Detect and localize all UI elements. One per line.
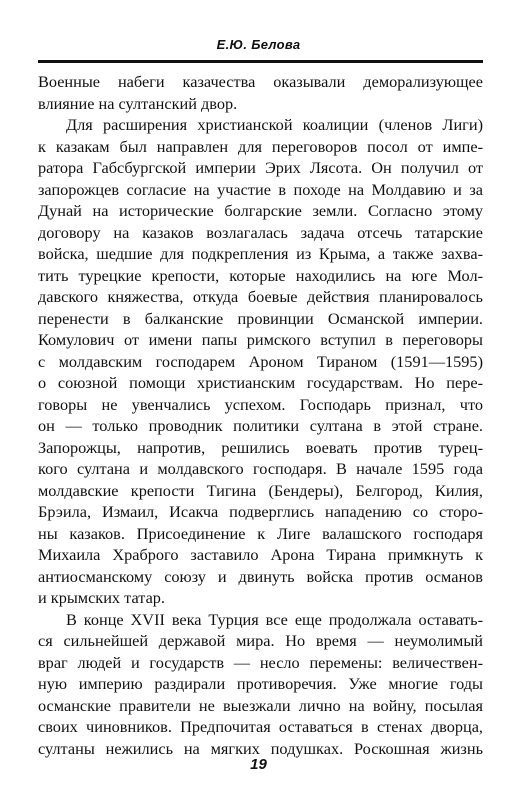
text-line: В конце XVII века Турция все еще продолжала оставать- <box>66 609 483 629</box>
text-line: войска, шедшие для подкрепления из Крыма, а также захва- <box>38 244 483 263</box>
text-line: османские правители не выезжали лично на войну, посылая <box>38 695 483 715</box>
text-line: ратора Габсбургской империи Эрих Лясота. Он получил от <box>38 158 483 177</box>
text-line: султаны нежились на мягких подушках. Роскошная жизнь <box>38 738 483 758</box>
text-line: Запорожцы, напротив, решились воевать против турец- <box>38 437 483 457</box>
text-line: ся сильнейшей державой мира. Но время — неумолимый <box>38 631 483 650</box>
text-line: своих чиновников. Предпочитая оставаться в стенах дворца, <box>38 717 483 736</box>
text-line: к казакам был направлен для переговоров посол от импе- <box>38 136 483 156</box>
page-header <box>0 36 517 54</box>
page-number: 19 <box>250 756 267 773</box>
text-line: враг людей и государств — несло перемены: величествен- <box>38 652 483 672</box>
text-line: о союзной помощи христианским государствам. Но пере- <box>38 373 483 392</box>
text-line: договору на казаков возлагалась задача отсечь татарские <box>38 222 483 242</box>
text-line: говоры не увенчались успехом. Господарь признал, что <box>38 394 483 414</box>
running-title: Е.Ю. Белова <box>216 37 301 52</box>
text-line: перенести в балканские провинции Османской империи. <box>38 308 483 328</box>
text-line: с молдавским господарем Ароном Тираном (1591—1595) <box>38 351 483 371</box>
text-line: ны казаков. Присоединение к Лиге валашского господаря <box>38 523 483 543</box>
text-line: влияние на султанский двор. <box>38 93 238 113</box>
text-line: Михаила Храброго заставило Арона Тирана примкнуть к <box>38 545 483 564</box>
text-line: и крымских татар. <box>38 588 166 607</box>
text-line: Дунай на исторические болгарские земли. Согласно этому <box>38 201 483 220</box>
text-line: ную империю раздирали противоречия. Уже многие годы <box>38 674 483 693</box>
text-line: Комулович от имени папы римского вступил в переговоры <box>38 330 483 349</box>
text-line: молдавские крепости Тигина (Бендеры), Белгород, Килия, <box>38 480 483 500</box>
header-rule <box>38 60 483 63</box>
text-line: антиосманскому союзу и двинуть войска против османов <box>38 566 483 586</box>
text-line: кого султана и молдавского господаря. В начале 1595 года <box>38 459 483 478</box>
text-line: давского княжества, откуда боевые действия планировалось <box>38 287 483 306</box>
text-line: Для расширения христианской коалиции (членов Лиги) <box>66 115 483 134</box>
paragraph-1 <box>38 71 483 114</box>
text-line: Военные набеги казачества оказывали деморализующее <box>38 72 483 91</box>
text-line: он — только проводник политики султана в этой стране. <box>38 416 483 435</box>
body-text <box>38 71 483 759</box>
paragraph-2 <box>38 114 483 609</box>
text-line: Брэила, Измаил, Исакча подверглись нападению со сторо- <box>38 502 483 521</box>
text-line: тить турецкие крепости, которые находились на юге Мол- <box>38 265 483 285</box>
paragraph-3 <box>38 609 483 760</box>
text-line: запорожцев согласие на участие в походе на Молдавию и за <box>38 179 483 199</box>
